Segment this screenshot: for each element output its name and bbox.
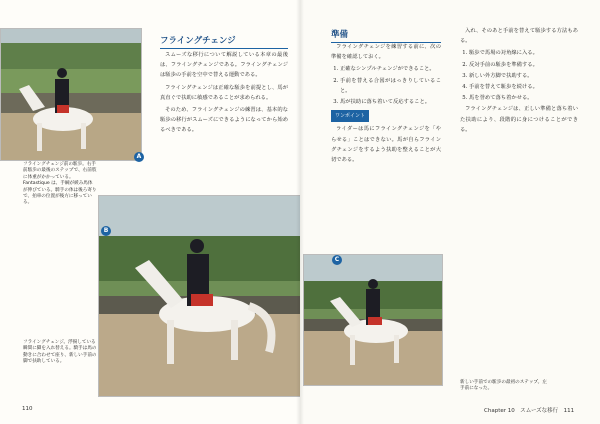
article-paragraph: スムーズな移行について解説している本章の最後は、フライングチェンジである。フライングチェンジは駈歩の手前を空中で替える運動である。: [160, 52, 288, 79]
photo-b-caption: フライングチェンジ。浮揚している瞬間に脚を入れ替える。騎手は馬の動きに合わせて座り、新しい手前の脚で扶助している。: [23, 340, 97, 365]
column-three-step: 4. 手前を替えて駈歩を続ける。: [469, 82, 578, 92]
book-gutter: [296, 0, 304, 424]
photo-a: [0, 28, 142, 161]
photo-c-caption: 新しい手前での駈歩の最初のステップ。左手前になった。: [460, 380, 547, 392]
section-steps: [331, 64, 441, 107]
section-intro: フライングチェンジを練習する前に、次の準備を確認しておく。: [331, 44, 441, 61]
photo-c-badge: C: [332, 255, 342, 265]
column-three-intro: 入れ、そのあと手前を替えて駈歩する方法もある。: [460, 28, 578, 45]
column-three-steps: [460, 48, 578, 103]
section-heading: 準備: [331, 28, 441, 43]
section-body: [331, 42, 441, 250]
photo-a-badge: A: [134, 152, 144, 162]
photo-b: [98, 195, 305, 397]
photo-b-badge: B: [101, 226, 111, 236]
photo-c-image: [304, 255, 442, 385]
article-paragraph: そのため、フライングチェンジの練習は、基本的な駈歩の移行がスムーズにできるようになってから始めるべきである。: [160, 107, 288, 134]
photo-b-image: [99, 196, 304, 396]
right-page-footer: Chapter 10 スムーズな移行 111: [484, 408, 575, 414]
column-three-step: 2. 反対手前の駈歩を準備する。: [469, 60, 578, 70]
column-three-closing: フライングチェンジは、正しい準備と落ち着いた扶助により、段階的に身につけることができる。: [460, 106, 578, 133]
column-three: [460, 26, 578, 374]
column-three-step: 1. 駈歩で馬場の対角線に入る。: [469, 48, 578, 58]
photo-a-image: [1, 29, 141, 160]
article-body: [160, 50, 288, 192]
photo-c: [303, 254, 443, 386]
tip-box-text: ライダーは馬にフライングチェンジを「やらせる」ことはできない。馬が自らフライングチェンジをするよう扶助を整えることが大切である。: [331, 126, 441, 164]
article-paragraph: フライングチェンジは正確な駈歩を前提とし、馬が真直ぐで扶助に敏感であることが求められる。: [160, 84, 288, 101]
article-heading: フライングチェンジ: [160, 34, 288, 49]
right-page: [300, 0, 600, 424]
column-three-step: 3. 新しい外方脚で扶助する。: [469, 71, 578, 81]
left-page-number: 110: [22, 406, 33, 412]
column-three-step: 5. 馬を誉めて落ち着かせる。: [469, 93, 578, 103]
section-step: 2. 手前を替える合図がはっきりしていること。: [340, 76, 441, 96]
photo-a-caption: フライングチェンジ前の駈歩。右手前駈歩の最後のステップで、右前肢に体重がかかっている。Fantastique は、手綱が緩み馬体が伸びている。騎手の体は後ろ寄りで、拍車の位置が後方に移っている。: [23, 162, 97, 206]
tip-box-label: ワンポイント: [331, 110, 369, 122]
section-step: 1. 正確なシンプルチェンジができること。: [340, 64, 441, 74]
section-step: 3. 馬が扶助に落ち着いて反応すること。: [340, 97, 441, 107]
